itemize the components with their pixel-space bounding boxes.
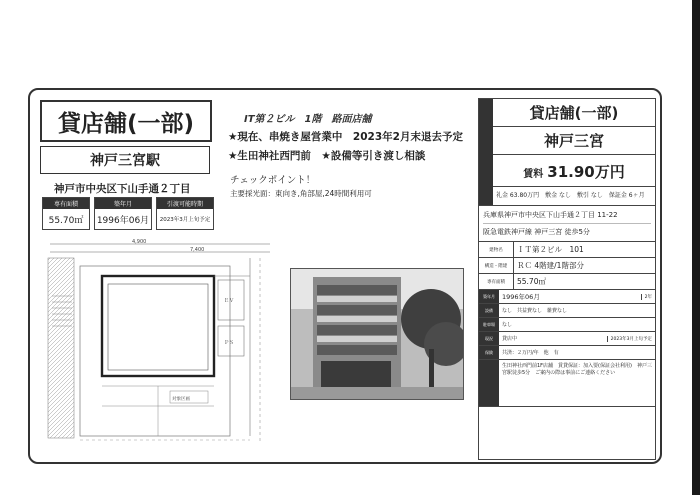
flyer-sheet: [28, 88, 662, 464]
scan-edge: [692, 0, 700, 495]
stat-handover: [156, 197, 214, 230]
row-key: 専有面積: [479, 274, 514, 289]
rent-block: [493, 155, 655, 186]
row-key: 保険: [479, 346, 499, 359]
row-extra: 2年: [641, 294, 652, 300]
rent-terms: 礼金 63.80万円 敷金 なし 敷引 なし 保証金 6ヶ月: [493, 186, 655, 205]
floorplan-drawing: [40, 236, 282, 444]
property-type-title: 貸店舗(一部): [40, 100, 212, 142]
stat-label: 引渡可能時期: [157, 198, 213, 209]
stat-area: [42, 197, 90, 230]
table-row: [479, 332, 655, 346]
row-key: 築年月: [479, 290, 499, 303]
dim-label-1: 4,900: [132, 239, 147, 245]
table-row: [479, 304, 655, 318]
checkpoint-title: チェックポイント！: [230, 175, 316, 186]
info-access: 阪急電鉄神戸線 神戸三宮 徒歩5分: [483, 228, 590, 236]
dim-label-2: 7,400: [190, 247, 205, 253]
table-row: [479, 274, 655, 290]
table-row: [479, 258, 655, 274]
info-kind: 貸店舗(一部): [493, 99, 655, 127]
checkpoint-env: 主要採光面：東向き,角部屋,24時間利用可: [230, 189, 372, 198]
row-value: [499, 332, 655, 345]
row-value: なし 共益費なし 雑費なし: [502, 308, 568, 314]
promo-line-1: ★現在、串焼き屋営業中 2023年2月末退去予定: [228, 131, 463, 143]
room-label-2: ＥＶ: [224, 298, 235, 304]
stat-label: 専有面積: [43, 198, 89, 209]
row-value-text: 貸店中: [502, 336, 518, 342]
table-row: [479, 242, 655, 258]
info-main: [493, 99, 655, 205]
row-key: 建物名: [479, 242, 514, 257]
row-key: 設備: [479, 304, 499, 317]
stat-value: 1996年06月: [96, 216, 150, 226]
stat-value: 55.70㎡: [48, 216, 84, 226]
address-line: 神戸市中央区下山手通２丁目: [54, 183, 191, 195]
row-value: 共済：２万円/年 他 有: [502, 350, 559, 356]
row-value: ＲＣ 4階建/1階部分: [517, 261, 584, 270]
notes-key: [479, 360, 499, 406]
info-station: 神戸三宮: [493, 127, 655, 155]
row-key: 現況: [479, 332, 499, 345]
info-address-block: [479, 206, 655, 242]
table-row: [479, 318, 655, 332]
notes-row: [479, 360, 655, 407]
info-address: 兵庫県神戸市中央区下山手通２丁目 11-22: [483, 210, 651, 224]
row-extra: 2023年3月上旬予定: [607, 336, 652, 342]
table-row: [479, 290, 655, 304]
row-value-text: 1996年06月: [502, 293, 540, 301]
stat-built: [94, 197, 152, 230]
station-name: 神戸三宮駅: [40, 146, 210, 174]
promo-heading: IT第２ビル 1階 路面店舗: [244, 114, 372, 125]
stat-label: 築年月: [95, 198, 151, 209]
promo-block: [228, 110, 468, 163]
table-row: [479, 346, 655, 360]
stats-row: [42, 197, 214, 230]
row-value: [499, 290, 655, 303]
row-key: 駐車場: [479, 318, 499, 331]
info-panel-top: [479, 99, 655, 206]
row-value: なし: [502, 322, 513, 328]
rent-label: 賃料: [523, 169, 544, 180]
building-photo: [290, 268, 464, 400]
row-value: ＩＴ第２ビル 101: [517, 245, 584, 254]
row-value: 55.70㎡: [517, 277, 546, 286]
stat-value: 2023年3月上旬予定: [159, 217, 211, 223]
promo-line-2: ★生田神社西門前 ★設備等引き渡し相談: [228, 150, 426, 162]
info-panel: [478, 98, 656, 460]
rent-value: 31.90万円: [547, 163, 625, 181]
room-label-3: ＰＳ: [224, 340, 235, 346]
room-label-1: 対象区画: [172, 397, 190, 402]
row-key: 構造・階建: [479, 258, 514, 273]
notes-text: 生田神社西門前1F店舗 賃貸保証：加入要(保証会社利用) 神戸三宮駅徒歩5分 ご案内の際は事前にご連絡ください: [502, 363, 652, 376]
info-side-labels: [479, 99, 493, 205]
